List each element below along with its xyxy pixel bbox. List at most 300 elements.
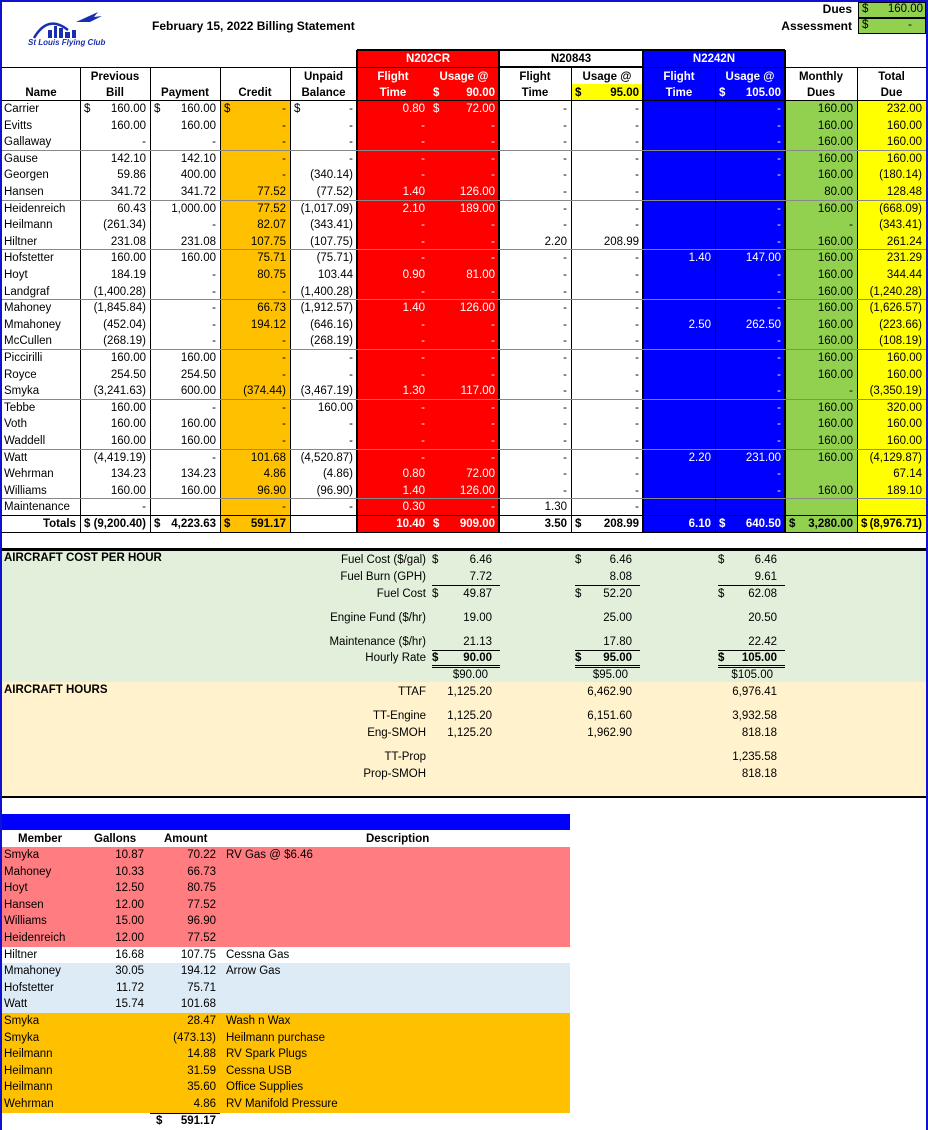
row-name: Carrier xyxy=(4,103,40,115)
cell-prev: (452.04) xyxy=(103,318,146,331)
dollar-sign: $ xyxy=(84,518,91,530)
cell-ft1: 0.80 xyxy=(402,468,425,481)
gas-gallons xyxy=(80,1063,144,1079)
cell-ft2: - xyxy=(563,484,567,497)
dollar-sign: $ xyxy=(154,518,161,530)
dollar-sign: $ xyxy=(84,103,91,115)
row-name: Mahoney xyxy=(4,302,52,315)
cell-dues: - xyxy=(849,219,853,232)
row-name: Heilmann xyxy=(4,219,53,232)
gas-gallons: 15.00 xyxy=(115,915,144,928)
aircraft-header-n202cr: N202CR xyxy=(405,53,451,65)
cell-us3: - xyxy=(777,385,781,398)
row-name: Watt xyxy=(4,451,28,464)
cell-pay: 134.23 xyxy=(180,468,216,481)
row-name: Royce xyxy=(4,368,37,381)
cell-credit: - xyxy=(282,335,286,348)
row-name: Hansen xyxy=(4,186,44,198)
cell-us2: - xyxy=(635,219,639,232)
cell-total: (668.09) xyxy=(879,202,922,215)
totals-label: Totals xyxy=(42,518,76,530)
header-ft2: Time xyxy=(521,87,549,99)
aircraft-header-n20843: N20843 xyxy=(550,53,592,65)
gas-amount: 101.68 xyxy=(180,998,216,1011)
hours-label: Eng-SMOH xyxy=(367,727,426,739)
cell-ft1: - xyxy=(421,235,425,248)
cell-prev: (4,419.19) xyxy=(93,451,146,464)
row-name: Mmahoney xyxy=(4,318,61,331)
cell-dues: 160.00 xyxy=(817,451,853,464)
double-line xyxy=(718,667,785,668)
cell-unpaid: 160.00 xyxy=(317,401,353,414)
gas-description: Cessna USB xyxy=(226,1064,292,1077)
cell-unpaid: - xyxy=(349,136,353,149)
cell-us1: 117.00 xyxy=(460,385,495,398)
cell-ft3 xyxy=(643,433,711,449)
cost-value: 6.46 xyxy=(469,554,492,566)
row-name: Tebbe xyxy=(4,401,36,414)
cell-credit: 82.07 xyxy=(257,219,286,232)
cost-label: Fuel Cost ($/gal) xyxy=(340,554,426,566)
cell-ft3 xyxy=(643,118,711,134)
cell-us3: - xyxy=(777,335,781,348)
cell-credit: 66.73 xyxy=(257,302,286,315)
cell-prev: 160.00 xyxy=(110,352,146,364)
cell-unpaid: (343.41) xyxy=(310,219,353,232)
cell-ft3 xyxy=(643,184,711,200)
cell-us3: - xyxy=(777,269,781,281)
hours-value xyxy=(422,749,492,765)
cell-credit: - xyxy=(282,368,286,381)
cell-unpaid: (268.19) xyxy=(310,335,353,348)
dollar-sign: $ xyxy=(575,518,582,530)
cost-value: $90.00 xyxy=(452,669,488,681)
cell-us2: - xyxy=(635,352,639,364)
gas-member: Hansen xyxy=(4,898,44,911)
header-total: Total xyxy=(878,71,905,83)
cell-prev: 160.00 xyxy=(110,103,146,115)
cell-ft2: - xyxy=(563,318,567,331)
hours-label: TT-Engine xyxy=(372,710,426,722)
row-name: Hoyt xyxy=(4,269,28,281)
gas-amount: 28.47 xyxy=(187,1015,216,1027)
cell-us1: - xyxy=(491,318,495,331)
cell-us1: - xyxy=(491,401,495,414)
cell-us2: - xyxy=(635,468,639,481)
cell-prev: 341.72 xyxy=(110,186,146,198)
cell-unpaid: - xyxy=(349,103,353,115)
cell-prev: 160.00 xyxy=(110,252,146,265)
cell-us3: - xyxy=(777,219,781,232)
aircraft-top-border xyxy=(357,49,785,51)
cell-us3: - xyxy=(777,202,781,215)
gas-gallons: 12.00 xyxy=(115,932,144,944)
header-rate-us1: 90.00 xyxy=(466,87,495,99)
dollar-sign: $ xyxy=(719,518,726,530)
aircraft-header-n2242n: N2242N xyxy=(692,53,736,65)
cell-total: 160.00 xyxy=(886,352,922,364)
cell-prev: 59.86 xyxy=(117,169,146,182)
cell-ft2: - xyxy=(563,335,567,348)
club-logo xyxy=(28,8,113,52)
cell-ft3 xyxy=(643,333,711,349)
cell-us1: - xyxy=(491,435,495,447)
cell-pay: 254.50 xyxy=(180,368,216,381)
cell-ft3 xyxy=(643,101,711,117)
gas-header-member: Member xyxy=(18,833,63,845)
cell-us2: - xyxy=(635,335,639,348)
dollar-sign: $ xyxy=(156,1114,163,1127)
total-credit: 591.17 xyxy=(250,518,286,530)
cell-prev: 142.10 xyxy=(110,152,146,165)
cell-pay: 160.00 xyxy=(180,252,216,265)
cell-credit: - xyxy=(282,119,286,132)
cell-total: (180.14) xyxy=(879,169,922,182)
cell-ft3 xyxy=(643,234,711,250)
gas-description: Wash n Wax xyxy=(226,1015,291,1027)
row-name: Georgen xyxy=(4,169,49,182)
cell-ft3 xyxy=(643,416,711,432)
hours-value: 818.18 xyxy=(741,727,777,739)
cell-unpaid: (340.14) xyxy=(310,169,353,182)
gas-member: Hofstetter xyxy=(4,981,54,994)
cell-prev: 160.00 xyxy=(110,401,146,414)
cell-ft2: - xyxy=(563,418,567,431)
cell-credit: - xyxy=(282,169,286,182)
cell-ft1: - xyxy=(421,285,425,298)
total-dues: 3,280.00 xyxy=(808,518,853,530)
cell-ft3 xyxy=(643,466,711,482)
gas-amount: 31.59 xyxy=(187,1064,216,1077)
cell-prev: 160.00 xyxy=(110,484,146,497)
cell-pay xyxy=(150,499,216,515)
header-prev: Bill xyxy=(106,87,124,99)
cost-value: 7.72 xyxy=(469,571,492,583)
cell-us3: - xyxy=(777,169,781,182)
cell-credit: 107.75 xyxy=(250,235,286,248)
cell-us3: - xyxy=(777,285,781,298)
cell-unpaid: 103.44 xyxy=(317,269,353,281)
cell-ft2: - xyxy=(563,186,567,198)
cell-ft1: 1.30 xyxy=(402,385,425,398)
cell-dues: 160.00 xyxy=(817,418,853,431)
header-unpaid: Unpaid xyxy=(304,71,343,83)
cell-ft1: - xyxy=(421,451,425,464)
row-name: Gallaway xyxy=(4,136,52,149)
gas-description: Heilmann purchase xyxy=(226,1031,326,1044)
gas-amount: 4.86 xyxy=(193,1098,216,1110)
hours-value: 818.18 xyxy=(741,768,777,780)
cell-dues: 160.00 xyxy=(817,368,853,381)
hours-value: 1,125.20 xyxy=(447,686,492,698)
dollar-sign: $ xyxy=(575,554,582,566)
cell-pay: - xyxy=(212,136,216,149)
gas-gallons xyxy=(80,1013,144,1029)
cell-total: 67.14 xyxy=(893,468,922,481)
header-total: Due xyxy=(880,87,903,99)
cell-pay: 160.00 xyxy=(180,352,216,364)
cell-us1: - xyxy=(491,119,495,132)
cell-dues xyxy=(785,466,853,482)
header-ft1: Time xyxy=(379,87,407,99)
cell-credit: - xyxy=(282,401,286,414)
cell-ft2: - xyxy=(563,451,567,464)
total-ft1: 10.40 xyxy=(396,518,425,530)
cell-pay: 231.08 xyxy=(180,235,216,248)
cell-dues: 160.00 xyxy=(817,235,853,248)
gas-amount: 77.52 xyxy=(187,898,216,911)
cell-unpaid: - xyxy=(349,501,353,514)
hours-value: 1,235.58 xyxy=(732,751,777,763)
cell-ft3 xyxy=(643,350,711,366)
gas-member: Smyka xyxy=(4,849,40,861)
cell-credit: - xyxy=(282,152,286,165)
assessment-value: - xyxy=(908,19,912,31)
cell-ft1: - xyxy=(421,136,425,149)
cost-value: 22.42 xyxy=(748,636,777,648)
cell-unpaid: (75.71) xyxy=(316,252,353,265)
dollar-sign: $ xyxy=(575,652,582,664)
double-line xyxy=(575,665,640,666)
cell-us1: - xyxy=(491,136,495,149)
header-rate-us2: 95.00 xyxy=(610,87,639,99)
dollar-sign: $ xyxy=(432,554,439,566)
dollar-sign: $ xyxy=(224,518,231,530)
cost-value: 17.80 xyxy=(603,636,632,648)
cell-ft2: - xyxy=(563,219,567,232)
cost-value: 21.13 xyxy=(463,636,492,648)
cell-pay: 160.00 xyxy=(180,418,216,431)
cell-ft3 xyxy=(643,267,711,283)
hours-value: 3,932.58 xyxy=(732,710,777,722)
cell-dues: 160.00 xyxy=(817,136,853,149)
cell-dues: 160.00 xyxy=(817,269,853,281)
cell-credit: - xyxy=(282,435,286,447)
gas-gallons xyxy=(80,1079,144,1095)
cell-unpaid: - xyxy=(349,119,353,132)
cell-ft3 xyxy=(643,151,711,167)
gas-gallons xyxy=(80,1046,144,1062)
cell-dues: 160.00 xyxy=(817,252,853,265)
cell-dues: 160.00 xyxy=(817,285,853,298)
cost-value: 19.00 xyxy=(463,612,492,624)
gas-amount: 80.75 xyxy=(187,882,216,895)
cell-dues: 160.00 xyxy=(817,152,853,165)
cell-ft3 xyxy=(643,367,711,383)
cell-total: (1,626.57) xyxy=(869,302,922,315)
total-us3: 640.50 xyxy=(745,518,781,530)
hours-section-title: AIRCRAFT HOURS xyxy=(4,684,108,696)
header-prev: Previous xyxy=(90,71,140,83)
cell-total: (108.19) xyxy=(879,335,922,348)
cell-us2: - xyxy=(635,451,639,464)
cell-unpaid: (107.75) xyxy=(310,235,353,248)
cell-pay: - xyxy=(212,302,216,315)
cell-unpaid: (96.90) xyxy=(316,484,353,497)
gas-gallons: 30.05 xyxy=(115,965,144,978)
cost-value: 62.08 xyxy=(748,588,777,600)
gas-amount: 77.52 xyxy=(187,932,216,944)
gas-member: Williams xyxy=(4,915,47,928)
cell-us3: - xyxy=(777,136,781,149)
cell-ft2: - xyxy=(563,119,567,132)
cell-us2: - xyxy=(635,484,639,497)
gas-member: Hoyt xyxy=(4,882,28,895)
cell-total: 160.00 xyxy=(886,152,922,165)
cell-prev: - xyxy=(142,136,146,149)
cell-total: 160.00 xyxy=(886,136,922,149)
total-pay: 4,223.63 xyxy=(171,518,216,530)
total-ft3: 6.10 xyxy=(688,518,711,530)
cell-us2: - xyxy=(635,186,639,198)
cell-total: 160.00 xyxy=(886,368,922,381)
cell-dues: 160.00 xyxy=(817,335,853,348)
double-line xyxy=(575,667,640,668)
cost-value: 52.20 xyxy=(603,588,632,600)
header-us1: Usage @ xyxy=(439,71,489,83)
gas-header-amount: Amount xyxy=(164,833,208,845)
cell-pay: - xyxy=(212,335,216,348)
hours-value xyxy=(565,766,632,782)
cell-us1: - xyxy=(491,219,495,232)
cell-ft3 xyxy=(643,201,711,217)
cell-credit: - xyxy=(282,418,286,431)
cell-credit: - xyxy=(282,136,286,149)
cell-pay: 341.72 xyxy=(180,186,216,198)
cost-value: $95.00 xyxy=(592,669,628,681)
logo-text: St Louis Flying Club xyxy=(28,38,106,47)
header-ft3: Time xyxy=(665,87,693,99)
cell-pay: 160.00 xyxy=(180,119,216,132)
statement-title: February 15, 2022 Billing Statement xyxy=(152,19,355,33)
cell-ft2: - xyxy=(563,302,567,315)
cell-ft3: 2.50 xyxy=(688,318,711,331)
sum-line xyxy=(575,585,640,586)
cell-pay: 400.00 xyxy=(180,169,216,182)
dollar-sign: $ xyxy=(718,588,725,600)
hours-label: Prop-SMOH xyxy=(363,768,426,780)
cell-ft2: - xyxy=(563,202,567,215)
cell-total: (223.66) xyxy=(879,318,922,331)
hours-value: 1,125.20 xyxy=(447,727,492,739)
row-name: Hiltner xyxy=(4,235,38,248)
row-name: Wehrman xyxy=(4,468,54,481)
gas-member: Smyka xyxy=(4,1015,40,1027)
gas-gallons xyxy=(80,1030,144,1046)
cell-us1: - xyxy=(491,418,495,431)
cell-unpaid: (1,017.09) xyxy=(300,202,353,215)
cell-us1: 81.00 xyxy=(466,269,495,281)
cell-us2: - xyxy=(635,269,639,281)
gas-table-header-bar xyxy=(2,814,570,830)
dollar-sign: $ xyxy=(861,518,868,530)
cell-credit: 194.12 xyxy=(250,318,286,331)
cell-prev: 60.43 xyxy=(117,202,146,215)
header-pay: Payment xyxy=(161,87,209,99)
gas-member: Hiltner xyxy=(4,948,38,961)
cell-ft2: - xyxy=(563,269,567,281)
header-us2: Usage @ xyxy=(582,71,632,83)
cell-pay: 1,000.00 xyxy=(171,202,216,215)
hours-value xyxy=(565,749,632,765)
cell-total: (1,240.28) xyxy=(869,285,922,298)
cell-dues: 80.00 xyxy=(824,186,853,198)
cell-us1: - xyxy=(491,169,495,182)
cell-prev: (1,400.28) xyxy=(93,285,146,298)
cost-value: $105.00 xyxy=(731,669,773,681)
cell-ft2: - xyxy=(563,368,567,381)
dollar-sign: $ xyxy=(718,652,725,664)
cost-value: 20.50 xyxy=(748,612,777,624)
cell-prev: 231.08 xyxy=(110,235,146,248)
header-rate-us3: 105.00 xyxy=(745,87,781,99)
dollar-sign: $ xyxy=(433,518,440,530)
cell-ft1: - xyxy=(421,119,425,132)
cell-ft2: - xyxy=(563,285,567,298)
gas-member: Mahoney xyxy=(4,865,52,878)
cell-us3 xyxy=(715,184,781,200)
cell-total: 232.00 xyxy=(886,103,922,115)
cell-pay: - xyxy=(212,269,216,281)
cell-ft3 xyxy=(643,499,711,515)
cell-credit: - xyxy=(282,501,286,514)
cost-value: 8.08 xyxy=(609,571,632,583)
cell-us2: - xyxy=(635,302,639,315)
cost-value: 105.00 xyxy=(741,652,777,664)
cell-dues: 160.00 xyxy=(817,352,853,364)
cell-ft1: - xyxy=(421,352,425,364)
cell-pay: - xyxy=(212,318,216,331)
cell-us2: - xyxy=(635,202,639,215)
cell-unpaid: (4,520.87) xyxy=(300,451,353,464)
cell-ft2: - xyxy=(563,401,567,414)
cell-credit: (374.44) xyxy=(243,385,286,398)
gas-description: RV Manifold Pressure xyxy=(226,1098,338,1110)
cell-us1: - xyxy=(491,285,495,298)
cell-us2: - xyxy=(635,435,639,447)
cost-value: 49.87 xyxy=(463,588,492,600)
cell-unpaid: - xyxy=(349,152,353,165)
hours-value: 1,125.20 xyxy=(447,710,492,722)
cell-ft1: 0.30 xyxy=(402,501,425,514)
cell-us3: - xyxy=(777,435,781,447)
cell-us3 xyxy=(715,499,781,515)
dollar-sign: $ xyxy=(575,87,582,99)
header-dues: Monthly xyxy=(798,71,844,83)
dollar-sign: $ xyxy=(575,588,582,600)
cell-pay: - xyxy=(212,285,216,298)
cell-unpaid: - xyxy=(349,352,353,364)
cell-us1: - xyxy=(491,252,495,265)
row-name: Piccirilli xyxy=(4,352,43,364)
cost-section-title: AIRCRAFT COST PER HOUR xyxy=(4,552,162,564)
gas-header-description: Description xyxy=(366,833,430,845)
cost-value: 6.46 xyxy=(609,554,632,566)
gas-amount: 66.73 xyxy=(187,865,216,878)
cell-us1: - xyxy=(491,352,495,364)
cell-ft2: - xyxy=(563,352,567,364)
gas-description: Office Supplies xyxy=(226,1081,304,1094)
cell-us1: - xyxy=(491,501,495,514)
header-ft1: Flight xyxy=(377,71,409,83)
sum-line xyxy=(718,650,785,651)
cell-us3: - xyxy=(777,418,781,431)
sum-line xyxy=(575,650,640,651)
cell-unpaid: (4.86) xyxy=(322,468,353,481)
cell-us2: - xyxy=(635,368,639,381)
gas-gallons: 15.74 xyxy=(115,998,144,1011)
cell-credit: 4.86 xyxy=(263,468,286,481)
